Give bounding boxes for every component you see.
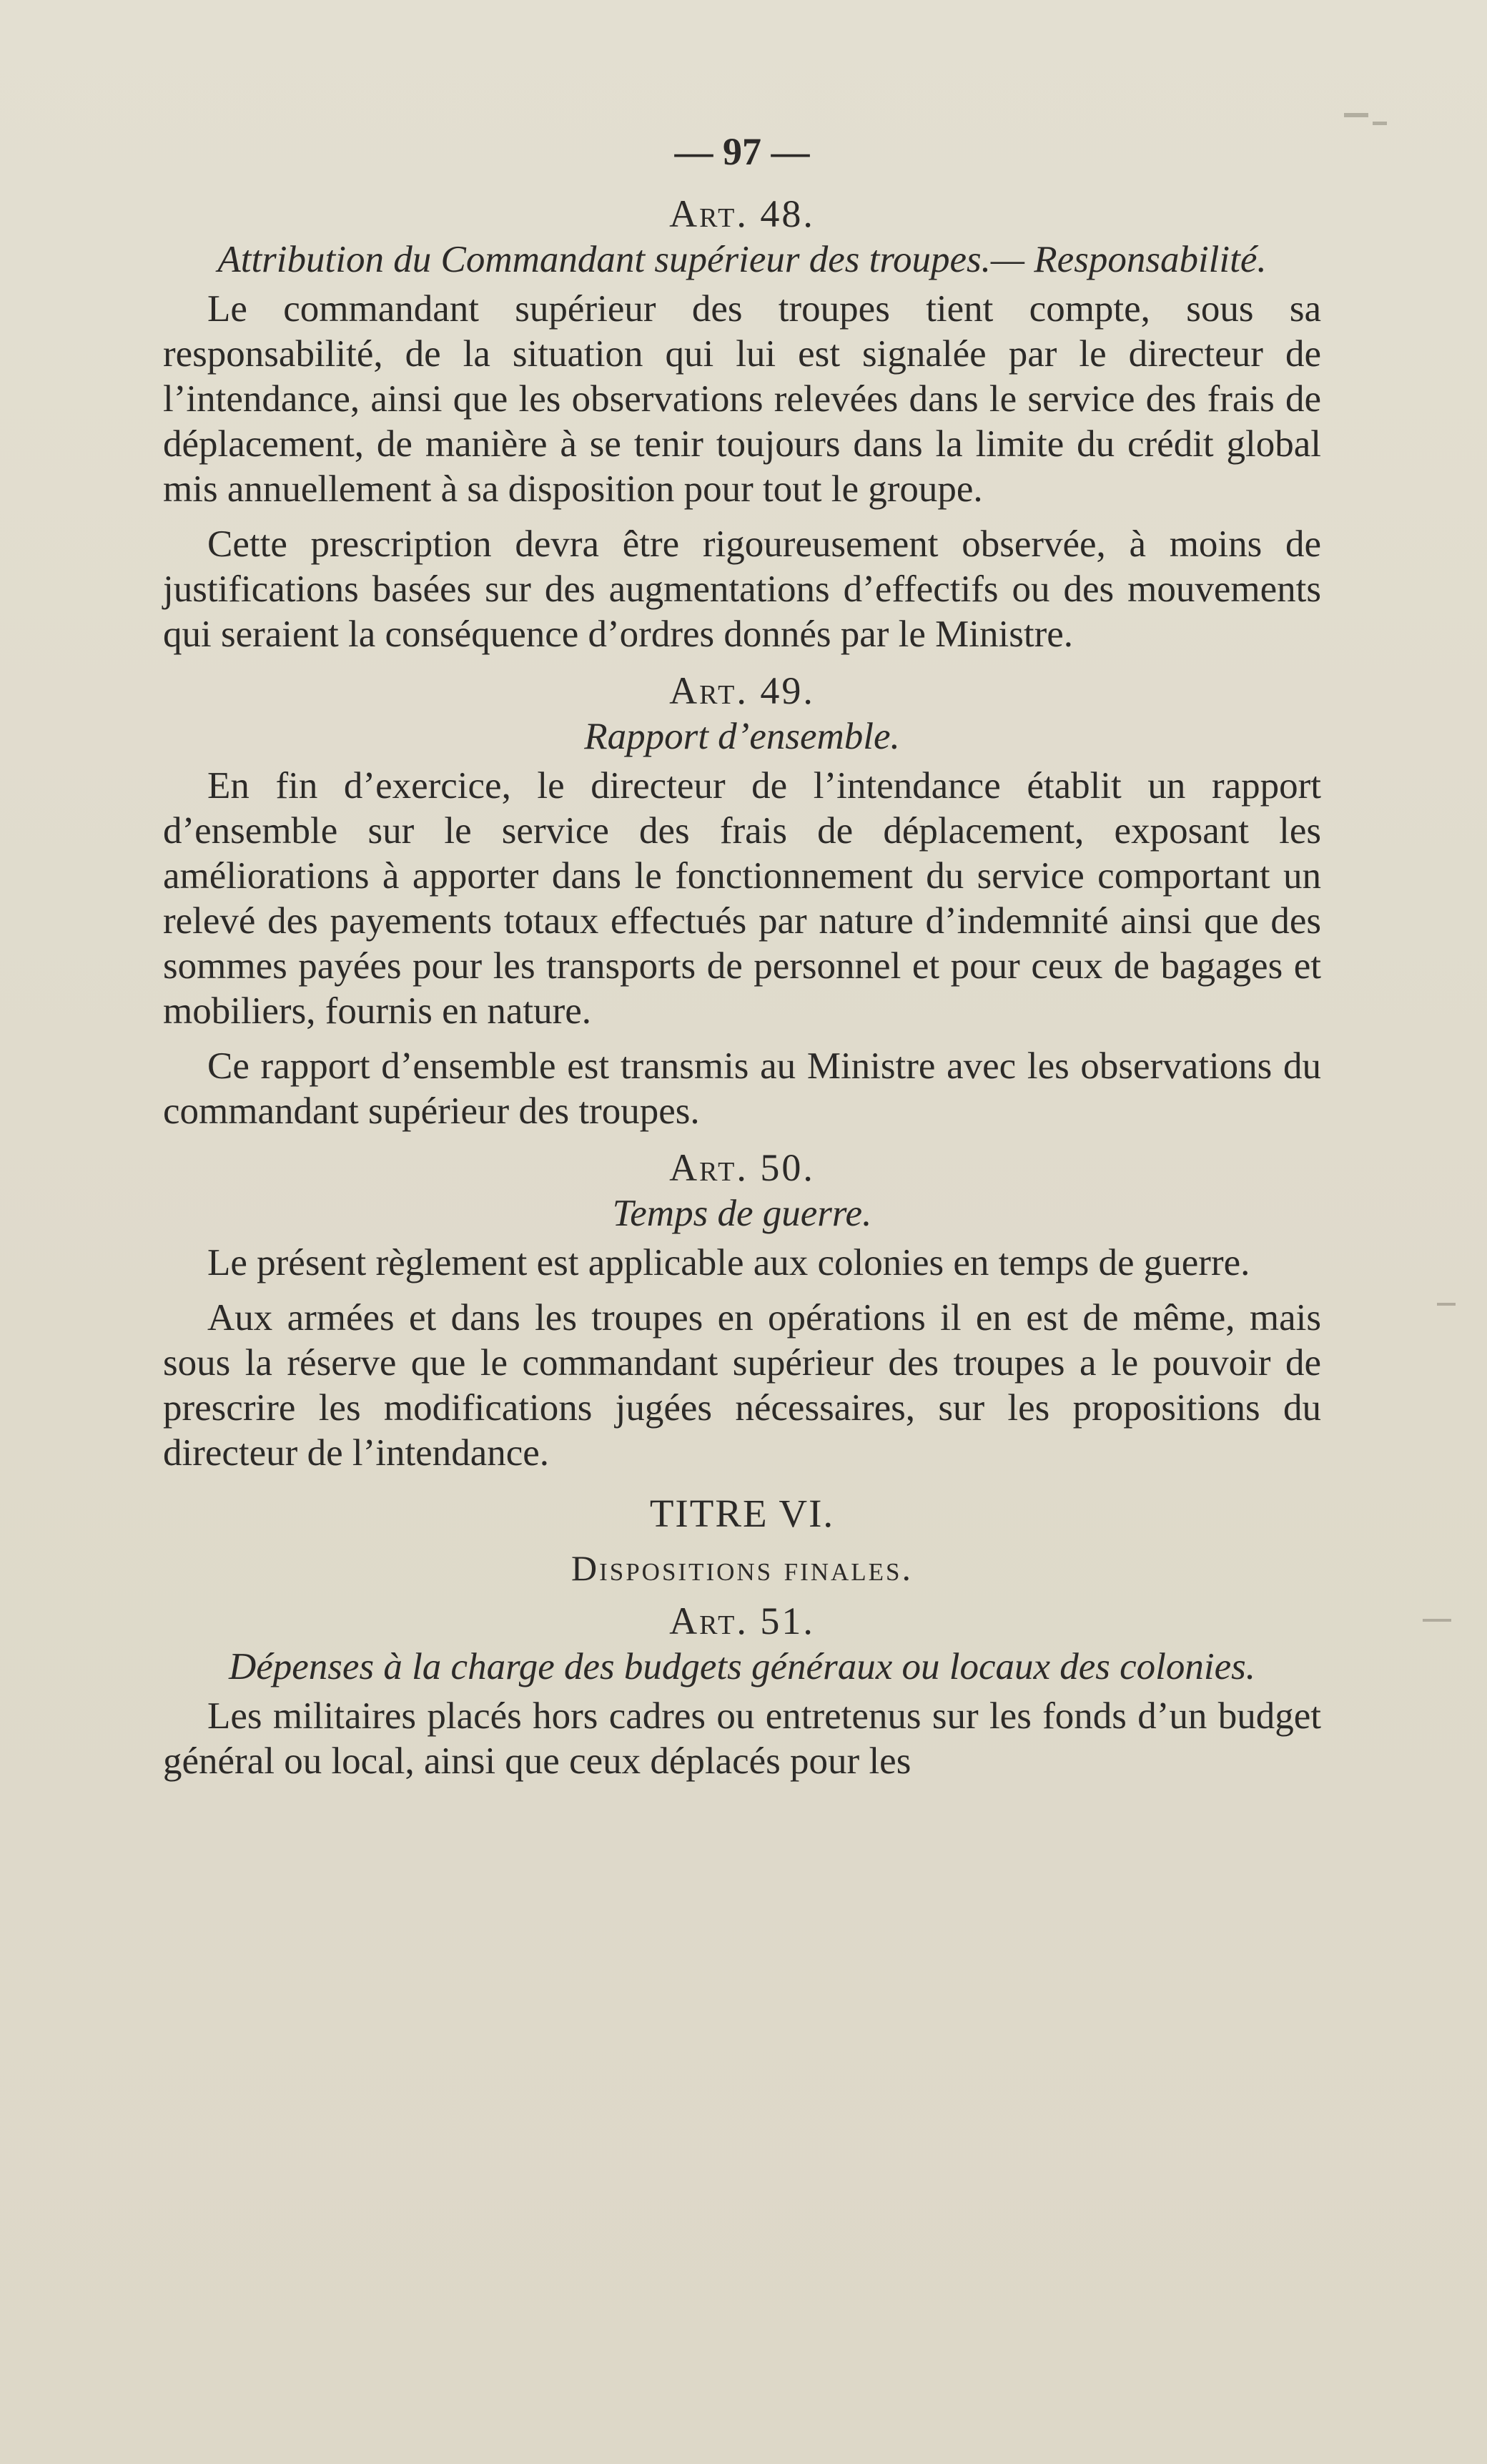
paragraph: Cette prescription devra être rigoureusement observée, à moins de justifications basées sur des augmentations d’effectifs ou des mouvements qui seraient la conséquence d’ordres donnés par le Ministre. bbox=[163, 523, 1321, 655]
text-block bbox=[163, 129, 1321, 1784]
article-heading: Art. 50. bbox=[669, 1146, 815, 1189]
article-subheading: Rapport d’ensemble. bbox=[584, 716, 900, 757]
paragraph: Ce rapport d’ensemble est transmis au Ministre avec les observations du commandant supérieur des troupes. bbox=[163, 1045, 1321, 1132]
article-heading: Art. 51. bbox=[669, 1600, 815, 1642]
article-heading: Art. 49. bbox=[669, 669, 815, 712]
section-heading: Dispositions finales. bbox=[570, 1548, 914, 1588]
paragraph: Aux armées et dans les troupes en opérations il en est de même, mais sous la réserve que le commandant supérieur des troupes a le pouvoir de prescrire les modifications jugées nécessaires, sur les propositions du directeur de l’intendance. bbox=[163, 1297, 1321, 1474]
article-subheading: Temps de guerre. bbox=[612, 1193, 872, 1234]
paragraph: Les militaires placés hors cadres ou entretenus sur les fonds d’un budget général ou local, ainsi que ceux déplacés pour les bbox=[163, 1695, 1321, 1782]
ink-speck bbox=[1344, 113, 1368, 117]
paragraph: En fin d’exercice, le directeur de l’intendance établit un rapport d’ensemble sur le service des frais de déplacement, exposant les améliorations à apporter dans le fonctionnement du service comportant un relevé des payements totaux effectués par nature d’indemnité ainsi que des sommes payées pour les transports de personnel et pour ceux de bagages et mobiliers, fournis en nature. bbox=[163, 765, 1321, 1032]
paragraph: Le présent règlement est applicable aux colonies en temps de guerre. bbox=[207, 1242, 1250, 1283]
titre-heading: TITRE VI. bbox=[649, 1492, 835, 1535]
ink-speck bbox=[1423, 1619, 1451, 1622]
article-heading: Art. 48. bbox=[669, 192, 815, 235]
ink-speck bbox=[1373, 122, 1387, 125]
article-subheading: Attribution du Commandant supérieur des troupes.— Responsabilité. bbox=[217, 239, 1267, 280]
ink-speck bbox=[1437, 1303, 1456, 1306]
paragraph: Le commandant supérieur des troupes tient compte, sous sa responsabilité, de la situation qui lui est signalée par le directeur de l’intendance, ainsi que les observations relevées dans le service des frais de déplacement, de manière à se tenir toujours dans la limite du crédit global mis annuellement à sa disposition pour tout le groupe. bbox=[163, 288, 1321, 510]
page-number: — 97 — bbox=[674, 130, 810, 173]
article-subheading: Dépenses à la charge des budgets généraux ou locaux des colonies. bbox=[228, 1646, 1256, 1687]
